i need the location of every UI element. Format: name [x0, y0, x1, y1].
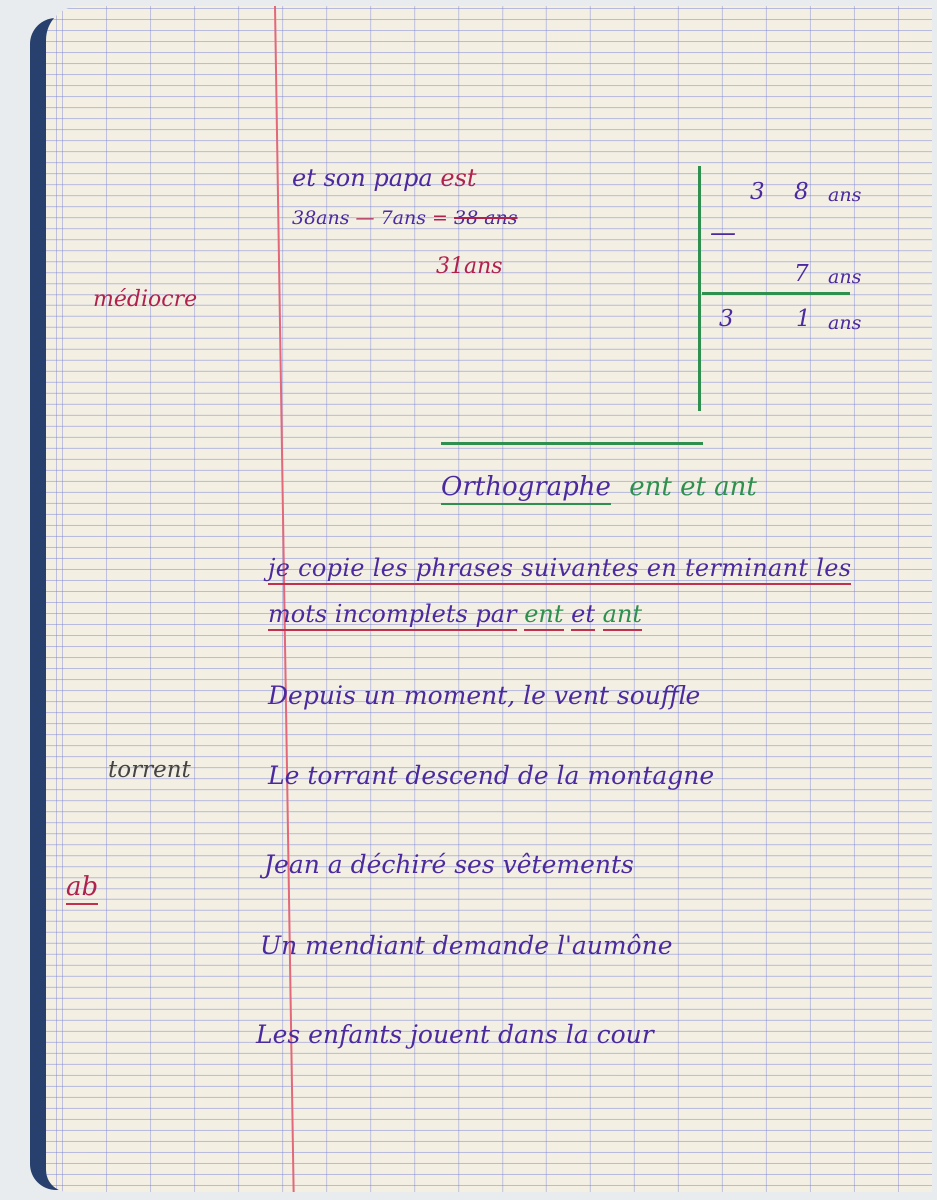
- calc-line-1: [292, 166, 476, 190]
- sub-res-tens: 3: [719, 306, 734, 332]
- sub-res-units: 1: [796, 306, 811, 332]
- title-sub: ent et ant: [629, 472, 757, 502]
- subtraction-vertical-line: [698, 166, 701, 411]
- calc-line-2: 38ans — 7ans = 38 ans: [292, 207, 518, 229]
- calc-result: 31ans: [436, 254, 503, 279]
- sub-mid-units: 7: [794, 261, 809, 287]
- calc-line2-a: 38ans: [292, 207, 350, 229]
- calc-line1-correction: est: [440, 164, 477, 192]
- calc-line2-b: 7ans: [380, 207, 426, 229]
- notebook-page: [46, 6, 932, 1192]
- sub-minus: —: [710, 218, 736, 248]
- instruction-line2-d: ant: [603, 600, 642, 631]
- section-separator-line: [441, 442, 703, 445]
- sentence-2: Le torrant descend de la montagne: [268, 761, 715, 790]
- calc-line1-text: et son papa: [292, 164, 433, 192]
- sub-res-label: ans: [828, 312, 862, 334]
- instruction-line1-text: je copie les phrases suivantes en terminant les: [268, 554, 851, 585]
- sub-top-tens: 3: [750, 179, 765, 205]
- title-main: Orthographe: [441, 472, 611, 505]
- margin-correction: torrent: [108, 757, 191, 783]
- instruction-line-2: [268, 602, 642, 626]
- margin-mark-text: ab: [66, 872, 98, 905]
- sentence-3: Jean a déchiré ses vêtements: [264, 850, 634, 879]
- instruction-line2-b: ent: [524, 600, 563, 631]
- sub-top-label: ans: [828, 184, 862, 206]
- sentence-1: Depuis un moment, le vent souffle: [268, 681, 701, 710]
- instruction-line2-c: et: [571, 600, 595, 631]
- sub-top-units: 8: [794, 179, 809, 205]
- sub-mid-label: ans: [828, 266, 862, 288]
- sentence-4: Un mendiant demande l'aumône: [260, 931, 673, 960]
- margin-grade: médiocre: [93, 287, 198, 312]
- instruction-line-1: [268, 556, 851, 580]
- calc-line2-c: 38 ans: [454, 207, 518, 229]
- sentence-5: Les enfants jouent dans la cour: [256, 1020, 654, 1049]
- subtraction-result-line: [702, 292, 850, 295]
- exercise-title: [441, 474, 757, 500]
- instruction-line2-a: mots incomplets par: [268, 600, 517, 631]
- margin-mark: [66, 874, 98, 900]
